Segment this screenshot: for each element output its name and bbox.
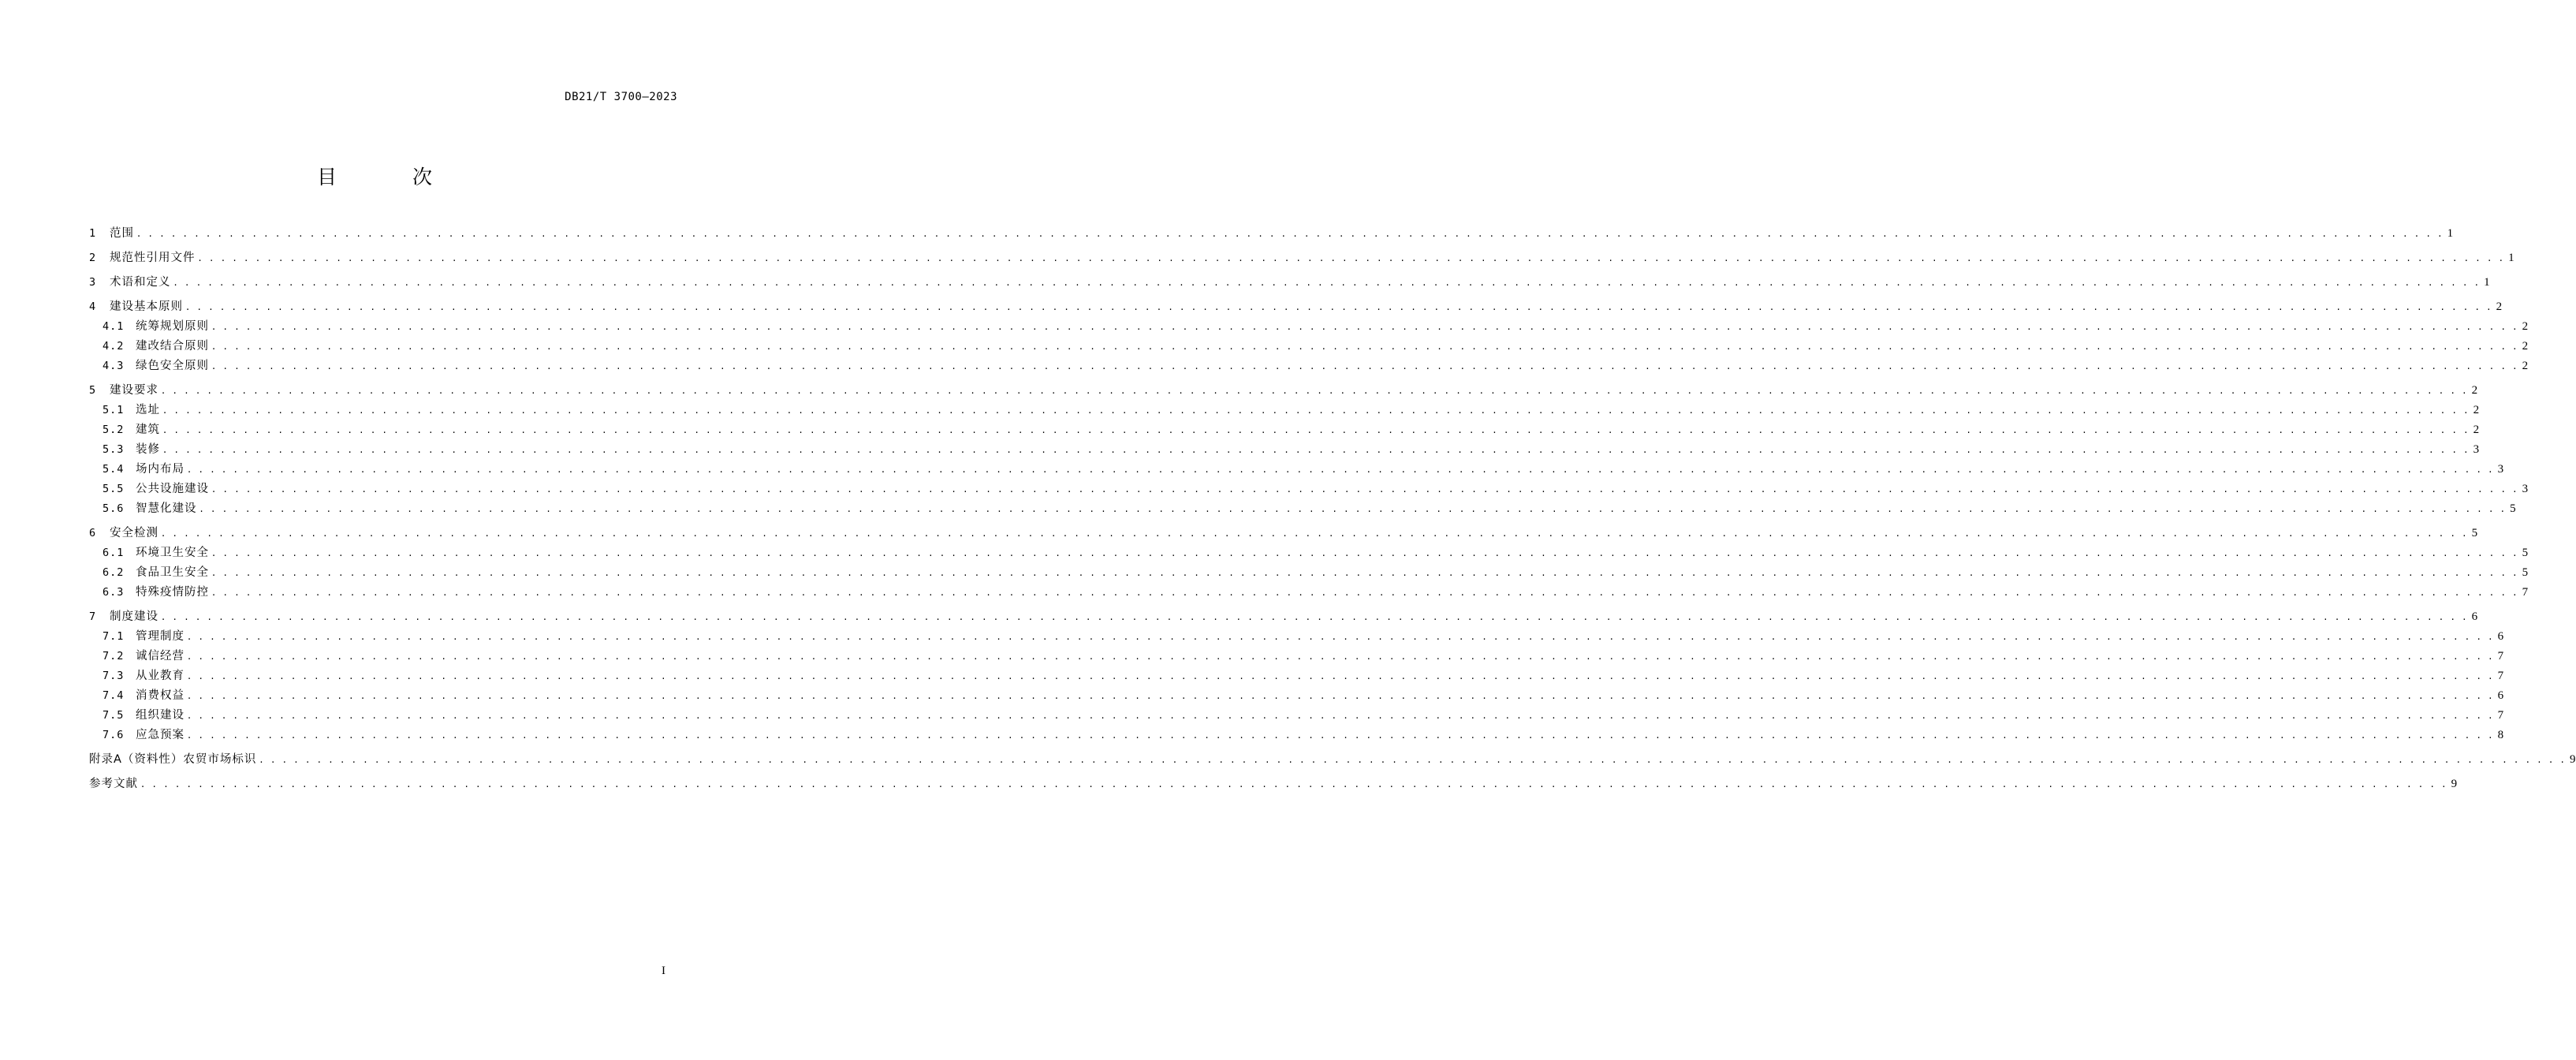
toc-entry[interactable] <box>89 563 2529 583</box>
toc-entry-number: 5.3 <box>103 443 125 456</box>
toc-entry-label: 消费权益 <box>136 689 185 702</box>
toc-entry[interactable] <box>89 248 2514 268</box>
toc-entry-page: 5 <box>2522 566 2529 579</box>
toc-entry-page: 1 <box>2508 252 2514 264</box>
table-of-contents <box>89 224 2576 794</box>
toc-entry-label: 智慧化建设 <box>136 502 197 515</box>
toc-entry-number: 7.1 <box>103 630 125 643</box>
toc-entry-label: 制度建设 <box>110 610 158 623</box>
dot-leader: . . . . . . . . . . . . . . . . . . . . . . . . . . . . . . . . . . . . . . . . . . . . . . . . . . . . . . . . . . . . . . . . . . . . . . . . . . . . . . . . . . . . . . . . . . . . . . . . . . . . . . . . . . . . . . . . . . . . . . . . . . . . . . . . . . . . . . . . . . . . . . . . . . . . . . . . . . . . . . . . . . . . . . . . . . . . . . . . . . . . . . . . . . . . . . . . . . . . . . . . <box>163 424 2470 436</box>
toc-entry[interactable] <box>89 627 2504 647</box>
page-title: 目 次 <box>317 166 467 188</box>
toc-entry-number: 5 <box>89 384 96 397</box>
toc-entry-label: 食品卫生安全 <box>136 566 209 579</box>
toc-entry-number: 2 <box>89 252 96 264</box>
toc-entry[interactable] <box>89 480 2529 499</box>
toc-entry-label: 环境卫生安全 <box>136 547 209 559</box>
dot-leader: . . . . . . . . . . . . . . . . . . . . . . . . . . . . . . . . . . . . . . . . . . . . . . . . . . . . . . . . . . . . . . . . . . . . . . . . . . . . . . . . . . . . . . . . . . . . . . . . . . . . . . . . . . . . . . . . . . . . . . . . . . . . . . . . . . . . . . . . . . . . . . . . . . . . . . . . . . . . . . . . . . . . . . . . . . . . . . . . . . . . . . . . . . . . . . . . . . . . . . . . <box>188 670 2495 682</box>
toc-entry-page: 2 <box>2522 320 2529 333</box>
toc-entry-page: 3 <box>2473 443 2480 456</box>
toc-entry-label: 管理制度 <box>136 630 185 643</box>
toc-entry[interactable] <box>89 583 2529 603</box>
dot-leader: . . . . . . . . . . . . . . . . . . . . . . . . . . . . . . . . . . . . . . . . . . . . . . . . . . . . . . . . . . . . . . . . . . . . . . . . . . . . . . . . . . . . . . . . . . . . . . . . . . . . . . . . . . . . . . . . . . . . . . . . . . . . . . . . . . . . . . . . . . . . . . . . . . . . . . . . . . . . . . . . . . . . . . . . . . . . . . . . . . . . . . . . . . . . . . . . . . . . . . . . <box>162 611 2469 623</box>
toc-entry-page: 7 <box>2522 586 2529 599</box>
toc-entry-page: 8 <box>2497 729 2504 741</box>
dot-leader: . . . . . . . . . . . . . . . . . . . . . . . . . . . . . . . . . . . . . . . . . . . . . . . . . . . . . . . . . . . . . . . . . . . . . . . . . . . . . . . . . . . . . . . . . . . . . . . . . . . . . . . . . . . . . . . . . . . . . . . . . . . . . . . . . . . . . . . . . . . . . . . . . . . . . . . . . . . . . . . . . . . . . . . . . . . . . . . . . . . . . . . . . . . . . . . . . . . . . . . . <box>163 405 2470 416</box>
toc-entry-number: 6.3 <box>103 586 125 599</box>
toc-entry-page: 3 <box>2497 463 2504 476</box>
toc-entry-number: 7 <box>89 610 96 623</box>
toc-entry[interactable] <box>89 666 2504 686</box>
dot-leader: . . . . . . . . . . . . . . . . . . . . . . . . . . . . . . . . . . . . . . . . . . . . . . . . . . . . . . . . . . . . . . . . . . . . . . . . . . . . . . . . . . . . . . . . . . . . . . . . . . . . . . . . . . . . . . . . . . . . . . . . . . . . . . . . . . . . . . . . . . . . . . . . . . . . . . . . . . . . . . . . . . . . . . . . . . . . . . . . . . . . . . . . . . . . . . . . . . . . . . . . <box>188 631 2495 643</box>
dot-leader: . . . . . . . . . . . . . . . . . . . . . . . . . . . . . . . . . . . . . . . . . . . . . . . . . . . . . . . . . . . . . . . . . . . . . . . . . . . . . . . . . . . . . . . . . . . . . . . . . . . . . . . . . . . . . . . . . . . . . . . . . . . . . . . . . . . . . . . . . . . . . . . . . . . . . . . . . . . . . . . . . . . . . . . . . . . . . . . . . . . . . . . . . . . . . . . . . . . . . . . . <box>188 651 2495 662</box>
toc-entry-label: 组织建设 <box>136 709 185 722</box>
toc-entry-page: 1 <box>2484 276 2490 289</box>
toc-entry-number: 1 <box>89 227 96 240</box>
toc-entry[interactable] <box>89 543 2529 563</box>
toc-entry-number: 5.2 <box>103 424 125 436</box>
toc-entry-page: 2 <box>2471 384 2478 397</box>
toc-entry[interactable] <box>89 420 2480 440</box>
toc-entry-label: 从业教育 <box>136 670 185 682</box>
dot-leader: . . . . . . . . . . . . . . . . . . . . . . . . . . . . . . . . . . . . . . . . . . . . . . . . . . . . . . . . . . . . . . . . . . . . . . . . . . . . . . . . . . . . . . . . . . . . . . . . . . . . . . . . . . . . . . . . . . . . . . . . . . . . . . . . . . . . . . . . . . . . . . . . . . . . . . . . . . . . . . . . . . . . . . . . . . . . . . . . . . . . . . . . . . . . . . . . . . . . . . . . <box>173 277 2481 289</box>
toc-entry[interactable] <box>89 750 2576 770</box>
toc-entry-number: 5.6 <box>103 502 125 515</box>
toc-entry[interactable] <box>89 356 2529 376</box>
toc-entry-label: 附录A（资料性）农贸市场标识 <box>89 753 257 766</box>
dot-leader: . . . . . . . . . . . . . . . . . . . . . . . . . . . . . . . . . . . . . . . . . . . . . . . . . . . . . . . . . . . . . . . . . . . . . . . . . . . . . . . . . . . . . . . . . . . . . . . . . . . . . . . . . . . . . . . . . . . . . . . . . . . . . . . . . . . . . . . . . . . . . . . . . . . . . . . . . . . . . . . . . . . . . . . . . . . . . . . . . . . . . . . . . . . . . . . . . . . . . . . . <box>259 754 2567 766</box>
toc-entry-page: 5 <box>2510 502 2516 515</box>
toc-entry-page: 2 <box>2473 424 2480 436</box>
toc-entry-number: 7.5 <box>103 709 125 722</box>
dot-leader: . . . . . . . . . . . . . . . . . . . . . . . . . . . . . . . . . . . . . . . . . . . . . . . . . . . . . . . . . . . . . . . . . . . . . . . . . . . . . . . . . . . . . . . . . . . . . . . . . . . . . . . . . . . . . . . . . . . . . . . . . . . . . . . . . . . . . . . . . . . . . . . . . . . . . . . . . . . . . . . . . . . . . . . . . . . . . . . . . . . . . . . . . . . . . . . . . . . . . . . . <box>188 730 2495 741</box>
toc-entry-label: 诚信经营 <box>136 650 185 662</box>
toc-entry-label: 建设要求 <box>110 384 158 397</box>
toc-entry-page: 7 <box>2497 650 2504 662</box>
toc-entry-page: 9 <box>2570 753 2576 766</box>
toc-entry-page: 5 <box>2522 547 2529 559</box>
dot-leader: . . . . . . . . . . . . . . . . . . . . . . . . . . . . . . . . . . . . . . . . . . . . . . . . . . . . . . . . . . . . . . . . . . . . . . . . . . . . . . . . . . . . . . . . . . . . . . . . . . . . . . . . . . . . . . . . . . . . . . . . . . . . . . . . . . . . . . . . . . . . . . . . . . . . . . . . . . . . . . . . . . . . . . . . . . . . . . . . . . . . . . . . . . . . . . . . . . . . . . . . <box>163 444 2470 456</box>
page-number: I <box>662 965 665 977</box>
toc-entry-label: 参考文献 <box>89 778 138 790</box>
toc-entry-label: 范围 <box>110 227 134 240</box>
toc-entry-label: 特殊疫情防控 <box>136 586 209 599</box>
dot-leader: . . . . . . . . . . . . . . . . . . . . . . . . . . . . . . . . . . . . . . . . . . . . . . . . . . . . . . . . . . . . . . . . . . . . . . . . . . . . . . . . . . . . . . . . . . . . . . . . . . . . . . . . . . . . . . . . . . . . . . . . . . . . . . . . . . . . . . . . . . . . . . . . . . . . . . . . . . . . . . . . . . . . . . . . . . . . . . . . . . . . . . . . . . . . . . . . . . . . . . . . <box>199 503 2507 515</box>
toc-entry[interactable] <box>89 686 2504 706</box>
toc-entry[interactable] <box>89 647 2504 666</box>
toc-entry[interactable] <box>89 726 2504 745</box>
toc-entry-number: 5.5 <box>103 483 125 495</box>
toc-entry-label: 规范性引用文件 <box>110 252 196 264</box>
toc-entry-number: 7.4 <box>103 689 125 702</box>
toc-entry-label: 术语和定义 <box>110 276 171 289</box>
toc-entry-page: 2 <box>2496 300 2503 313</box>
toc-entry[interactable] <box>89 297 2503 317</box>
toc-entry[interactable] <box>89 524 2478 543</box>
toc-entry[interactable] <box>89 401 2480 420</box>
toc-entry-label: 绿色安全原则 <box>136 360 209 372</box>
toc-entry-number: 7.6 <box>103 729 125 741</box>
toc-entry-label: 建设基本原则 <box>110 300 183 313</box>
toc-entry[interactable] <box>89 381 2478 401</box>
toc-entry[interactable] <box>89 337 2529 356</box>
toc-entry-page: 6 <box>2497 630 2504 643</box>
toc-entry-number: 4.1 <box>103 320 125 333</box>
toc-entry-number: 3 <box>89 276 96 289</box>
dot-leader: . . . . . . . . . . . . . . . . . . . . . . . . . . . . . . . . . . . . . . . . . . . . . . . . . . . . . . . . . . . . . . . . . . . . . . . . . . . . . . . . . . . . . . . . . . . . . . . . . . . . . . . . . . . . . . . . . . . . . . . . . . . . . . . . . . . . . . . . . . . . . . . . . . . . . . . . . . . . . . . . . . . . . . . . . . . . . . . . . . . . . . . . . . . . . . . . . . . . . . . . <box>212 567 2519 579</box>
dot-leader: . . . . . . . . . . . . . . . . . . . . . . . . . . . . . . . . . . . . . . . . . . . . . . . . . . . . . . . . . . . . . . . . . . . . . . . . . . . . . . . . . . . . . . . . . . . . . . . . . . . . . . . . . . . . . . . . . . . . . . . . . . . . . . . . . . . . . . . . . . . . . . . . . . . . . . . . . . . . . . . . . . . . . . . . . . . . . . . . . . . . . . . . . . . . . . . . . . . . . . . . <box>212 483 2519 495</box>
dot-leader: . . . . . . . . . . . . . . . . . . . . . . . . . . . . . . . . . . . . . . . . . . . . . . . . . . . . . . . . . . . . . . . . . . . . . . . . . . . . . . . . . . . . . . . . . . . . . . . . . . . . . . . . . . . . . . . . . . . . . . . . . . . . . . . . . . . . . . . . . . . . . . . . . . . . . . . . . . . . . . . . . . . . . . . . . . . . . . . . . . . . . . . . . . . . . . . . . . . . . . . . <box>198 252 2506 264</box>
toc-entry[interactable] <box>89 273 2490 293</box>
dot-leader: . . . . . . . . . . . . . . . . . . . . . . . . . . . . . . . . . . . . . . . . . . . . . . . . . . . . . . . . . . . . . . . . . . . . . . . . . . . . . . . . . . . . . . . . . . . . . . . . . . . . . . . . . . . . . . . . . . . . . . . . . . . . . . . . . . . . . . . . . . . . . . . . . . . . . . . . . . . . . . . . . . . . . . . . . . . . . . . . . . . . . . . . . . . . . . . . . . . . . . . . <box>188 710 2495 722</box>
toc-entry-label: 公共设施建设 <box>136 483 209 495</box>
dot-leader: . . . . . . . . . . . . . . . . . . . . . . . . . . . . . . . . . . . . . . . . . . . . . . . . . . . . . . . . . . . . . . . . . . . . . . . . . . . . . . . . . . . . . . . . . . . . . . . . . . . . . . . . . . . . . . . . . . . . . . . . . . . . . . . . . . . . . . . . . . . . . . . . . . . . . . . . . . . . . . . . . . . . . . . . . . . . . . . . . . . . . . . . . . . . . . . . . . . . . . . . <box>212 587 2519 599</box>
toc-entry-page: 3 <box>2522 483 2529 495</box>
dot-leader: . . . . . . . . . . . . . . . . . . . . . . . . . . . . . . . . . . . . . . . . . . . . . . . . . . . . . . . . . . . . . . . . . . . . . . . . . . . . . . . . . . . . . . . . . . . . . . . . . . . . . . . . . . . . . . . . . . . . . . . . . . . . . . . . . . . . . . . . . . . . . . . . . . . . . . . . . . . . . . . . . . . . . . . . . . . . . . . . . . . . . . . . . . . . . . . . . . . . . . . . <box>186 301 2493 313</box>
toc-entry-number: 4.2 <box>103 340 125 353</box>
toc-entry[interactable] <box>89 224 2454 244</box>
toc-entry-number: 4.3 <box>103 360 125 372</box>
toc-entry-page: 6 <box>2497 689 2504 702</box>
dot-leader: . . . . . . . . . . . . . . . . . . . . . . . . . . . . . . . . . . . . . . . . . . . . . . . . . . . . . . . . . . . . . . . . . . . . . . . . . . . . . . . . . . . . . . . . . . . . . . . . . . . . . . . . . . . . . . . . . . . . . . . . . . . . . . . . . . . . . . . . . . . . . . . . . . . . . . . . . . . . . . . . . . . . . . . . . . . . . . . . . . . . . . . . . . . . . . . . . . . . . . . . <box>212 360 2519 372</box>
toc-entry[interactable] <box>89 607 2478 627</box>
toc-entry-label: 建改结合原则 <box>136 340 209 353</box>
dot-leader: . . . . . . . . . . . . . . . . . . . . . . . . . . . . . . . . . . . . . . . . . . . . . . . . . . . . . . . . . . . . . . . . . . . . . . . . . . . . . . . . . . . . . . . . . . . . . . . . . . . . . . . . . . . . . . . . . . . . . . . . . . . . . . . . . . . . . . . . . . . . . . . . . . . . . . . . . . . . . . . . . . . . . . . . . . . . . . . . . . . . . . . . . . . . . . . . . . . . . . . . <box>212 341 2519 353</box>
dot-leader: . . . . . . . . . . . . . . . . . . . . . . . . . . . . . . . . . . . . . . . . . . . . . . . . . . . . . . . . . . . . . . . . . . . . . . . . . . . . . . . . . . . . . . . . . . . . . . . . . . . . . . . . . . . . . . . . . . . . . . . . . . . . . . . . . . . . . . . . . . . . . . . . . . . . . . . . . . . . . . . . . . . . . . . . . . . . . . . . . . . . . . . . . . . . . . . . . . . . . . . . <box>188 464 2495 476</box>
toc-entry-page: 5 <box>2471 527 2478 539</box>
toc-entry-number: 5.4 <box>103 463 125 476</box>
toc-entry-label: 场内布局 <box>136 463 185 476</box>
toc-entry-number: 6.1 <box>103 547 125 559</box>
toc-entry-label: 建筑 <box>136 424 160 436</box>
toc-entry-page: 2 <box>2473 404 2480 416</box>
toc-entry[interactable] <box>89 774 2458 794</box>
toc-entry-number: 6 <box>89 527 96 539</box>
dot-leader: . . . . . . . . . . . . . . . . . . . . . . . . . . . . . . . . . . . . . . . . . . . . . . . . . . . . . . . . . . . . . . . . . . . . . . . . . . . . . . . . . . . . . . . . . . . . . . . . . . . . . . . . . . . . . . . . . . . . . . . . . . . . . . . . . . . . . . . . . . . . . . . . . . . . . . . . . . . . . . . . . . . . . . . . . . . . . . . . . . . . . . . . . . . . . . . . . . . . . . . . <box>188 690 2495 702</box>
toc-entry-number: 4 <box>89 300 96 313</box>
dot-leader: . . . . . . . . . . . . . . . . . . . . . . . . . . . . . . . . . . . . . . . . . . . . . . . . . . . . . . . . . . . . . . . . . . . . . . . . . . . . . . . . . . . . . . . . . . . . . . . . . . . . . . . . . . . . . . . . . . . . . . . . . . . . . . . . . . . . . . . . . . . . . . . . . . . . . . . . . . . . . . . . . . . . . . . . . . . . . . . . . . . . . . . . . . . . . . . . . . . . . . . . <box>212 547 2519 559</box>
dot-leader: . . . . . . . . . . . . . . . . . . . . . . . . . . . . . . . . . . . . . . . . . . . . . . . . . . . . . . . . . . . . . . . . . . . . . . . . . . . . . . . . . . . . . . . . . . . . . . . . . . . . . . . . . . . . . . . . . . . . . . . . . . . . . . . . . . . . . . . . . . . . . . . . . . . . . . . . . . . . . . . . . . . . . . . . . . . . . . . . . . . . . . . . . . . . . . . . . . . . . . . . <box>137 228 2444 240</box>
toc-entry[interactable] <box>89 499 2516 519</box>
toc-entry-label: 应急预案 <box>136 729 185 741</box>
toc-entry-label: 选址 <box>136 404 160 416</box>
toc-entry-page: 6 <box>2471 610 2478 623</box>
toc-entry-number: 6.2 <box>103 566 125 579</box>
toc-entry-page: 7 <box>2497 670 2504 682</box>
toc-entry-page: 2 <box>2522 360 2529 372</box>
toc-entry-page: 7 <box>2497 709 2504 722</box>
dot-leader: . . . . . . . . . . . . . . . . . . . . . . . . . . . . . . . . . . . . . . . . . . . . . . . . . . . . . . . . . . . . . . . . . . . . . . . . . . . . . . . . . . . . . . . . . . . . . . . . . . . . . . . . . . . . . . . . . . . . . . . . . . . . . . . . . . . . . . . . . . . . . . . . . . . . . . . . . . . . . . . . . . . . . . . . . . . . . . . . . . . . . . . . . . . . . . . . . . . . . . . . <box>141 778 2448 790</box>
toc-entry[interactable] <box>89 317 2529 337</box>
toc-entry-page: 1 <box>2447 227 2454 240</box>
dot-leader: . . . . . . . . . . . . . . . . . . . . . . . . . . . . . . . . . . . . . . . . . . . . . . . . . . . . . . . . . . . . . . . . . . . . . . . . . . . . . . . . . . . . . . . . . . . . . . . . . . . . . . . . . . . . . . . . . . . . . . . . . . . . . . . . . . . . . . . . . . . . . . . . . . . . . . . . . . . . . . . . . . . . . . . . . . . . . . . . . . . . . . . . . . . . . . . . . . . . . . . . <box>162 528 2469 539</box>
toc-entry[interactable] <box>89 706 2504 726</box>
toc-entry[interactable] <box>89 460 2504 480</box>
dot-leader: . . . . . . . . . . . . . . . . . . . . . . . . . . . . . . . . . . . . . . . . . . . . . . . . . . . . . . . . . . . . . . . . . . . . . . . . . . . . . . . . . . . . . . . . . . . . . . . . . . . . . . . . . . . . . . . . . . . . . . . . . . . . . . . . . . . . . . . . . . . . . . . . . . . . . . . . . . . . . . . . . . . . . . . . . . . . . . . . . . . . . . . . . . . . . . . . . . . . . . . . <box>162 385 2469 397</box>
toc-entry-label: 安全检测 <box>110 527 158 539</box>
toc-entry-label: 装修 <box>136 443 160 456</box>
toc-entry-page: 9 <box>2451 778 2458 790</box>
toc-entry-number: 5.1 <box>103 404 125 416</box>
toc-entry-label: 统筹规划原则 <box>136 320 209 333</box>
toc-entry-number: 7.3 <box>103 670 125 682</box>
toc-entry-page: 2 <box>2522 340 2529 353</box>
document-code: DB21/T 3700—2023 <box>565 91 677 103</box>
toc-entry[interactable] <box>89 440 2480 460</box>
toc-entry-number: 7.2 <box>103 650 125 662</box>
dot-leader: . . . . . . . . . . . . . . . . . . . . . . . . . . . . . . . . . . . . . . . . . . . . . . . . . . . . . . . . . . . . . . . . . . . . . . . . . . . . . . . . . . . . . . . . . . . . . . . . . . . . . . . . . . . . . . . . . . . . . . . . . . . . . . . . . . . . . . . . . . . . . . . . . . . . . . . . . . . . . . . . . . . . . . . . . . . . . . . . . . . . . . . . . . . . . . . . . . . . . . . . <box>212 321 2519 333</box>
